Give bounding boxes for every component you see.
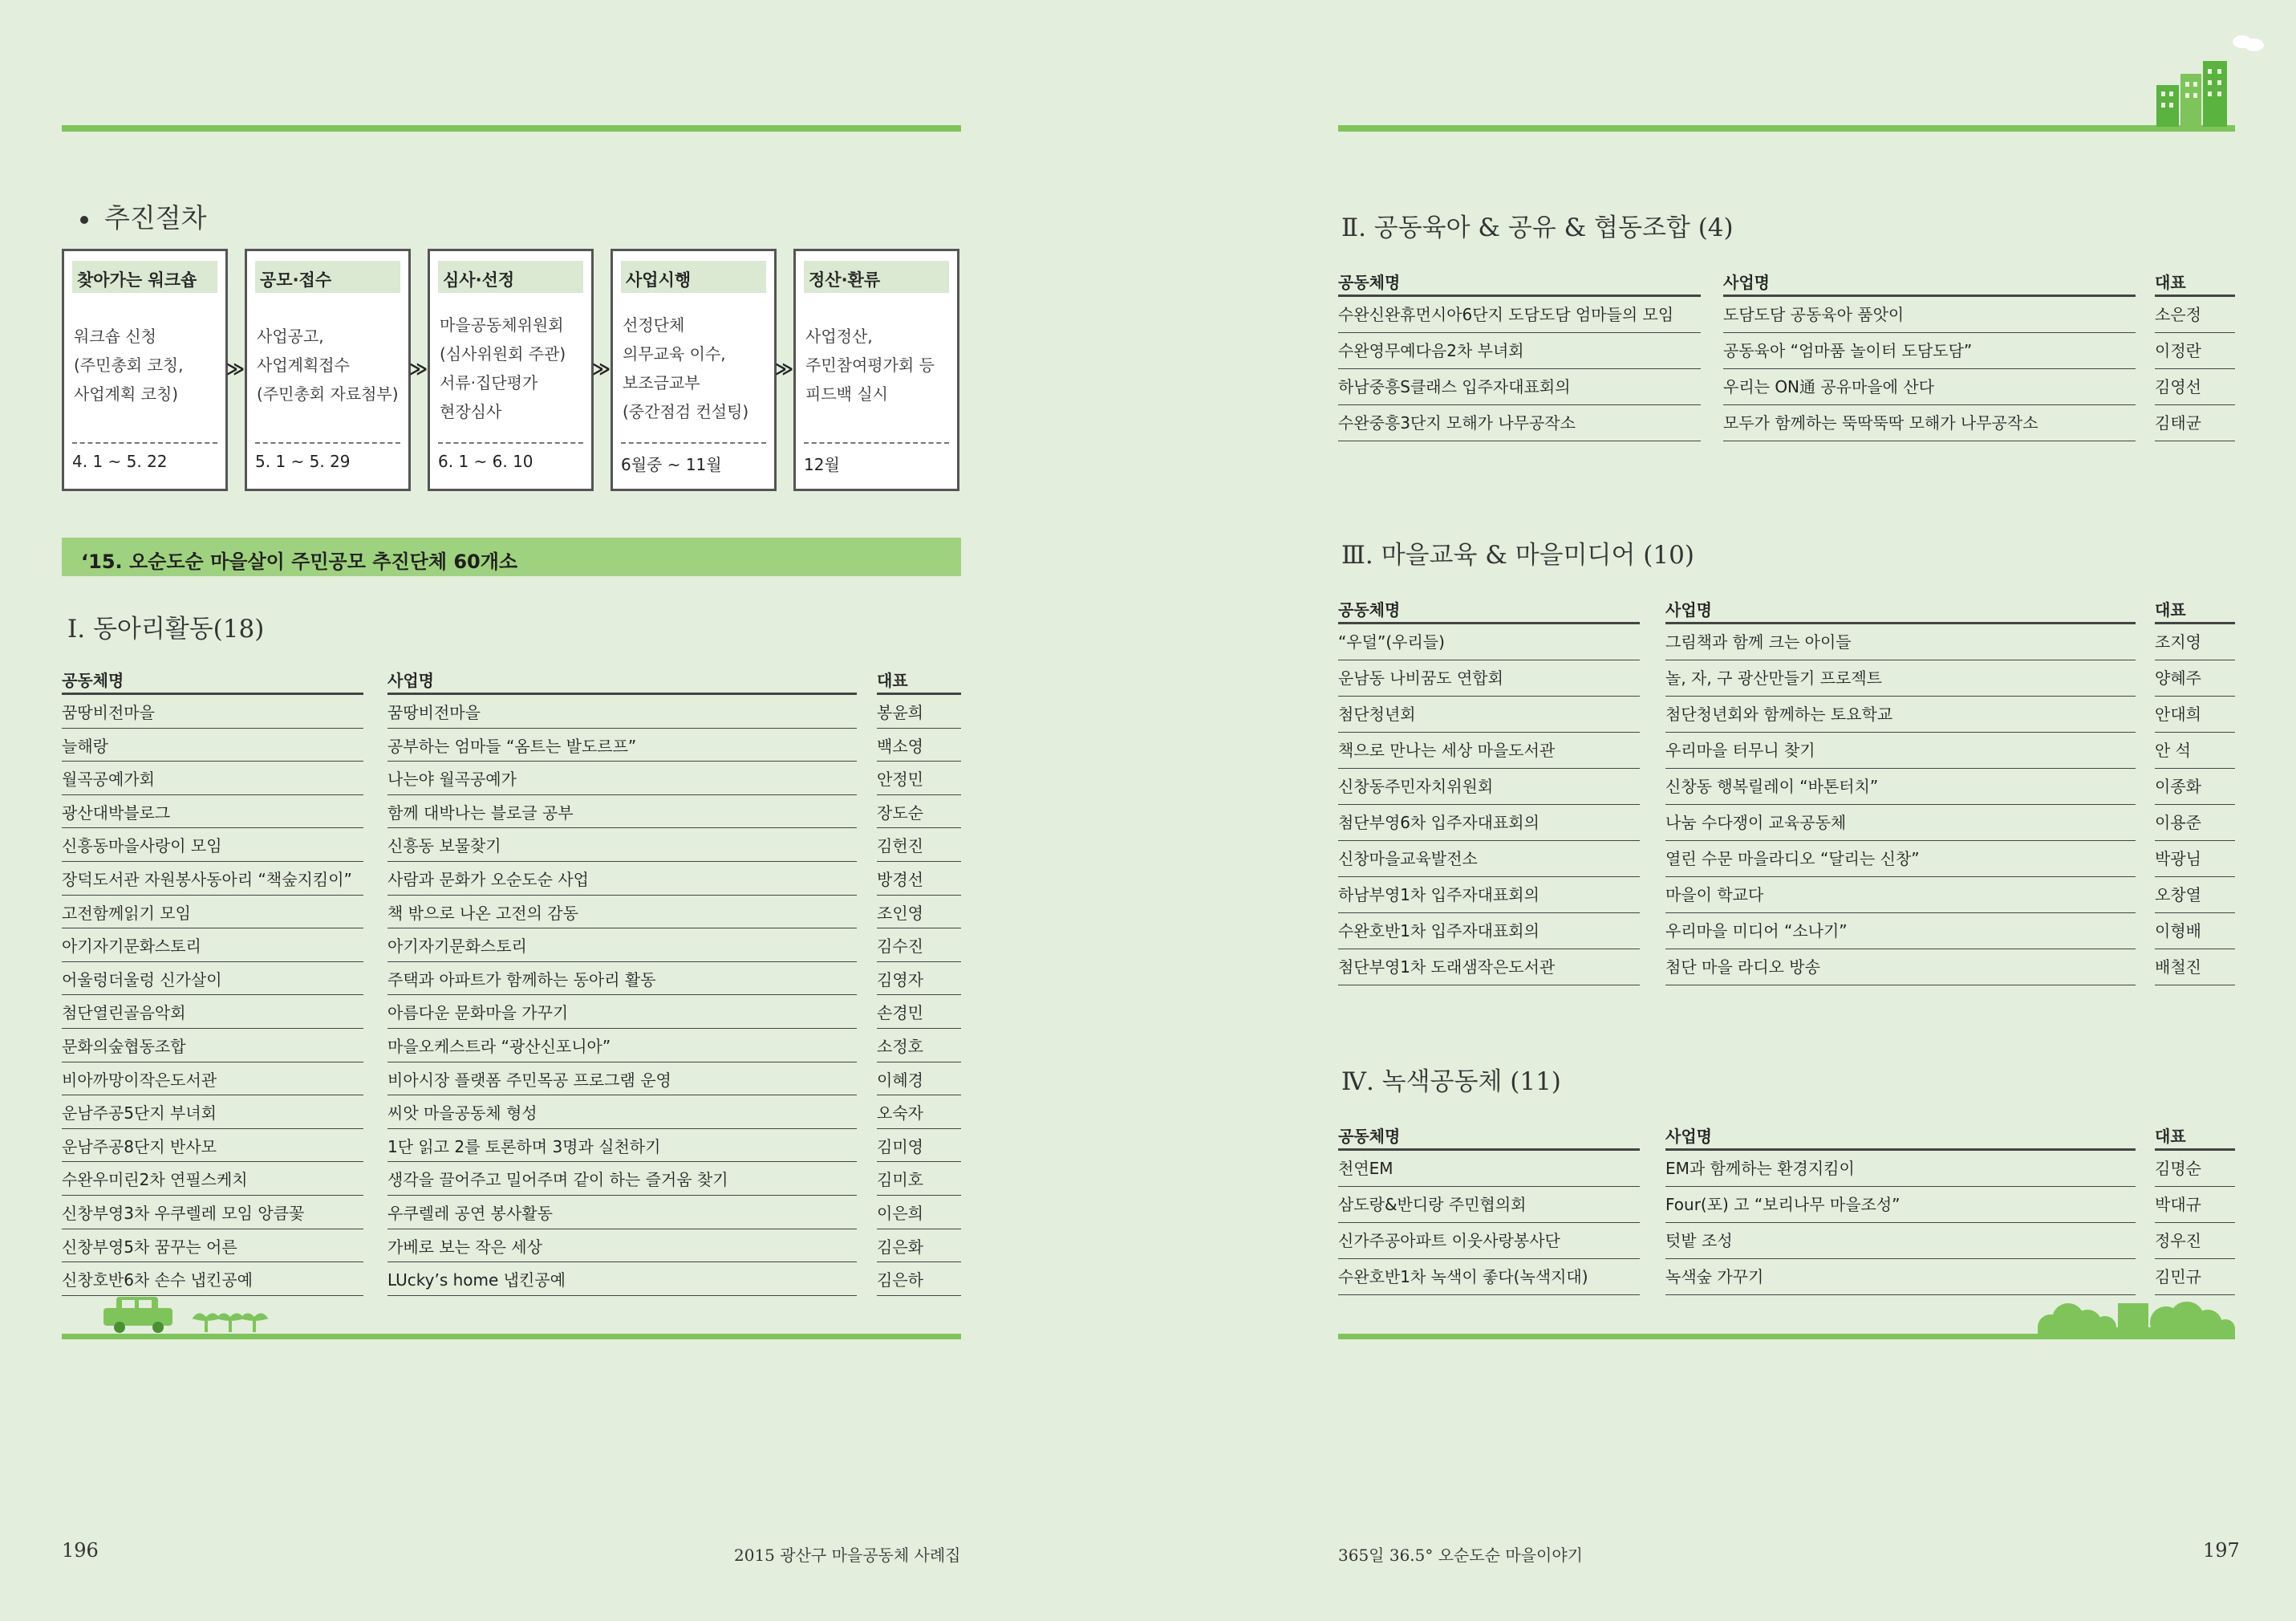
cell-representative: 안대희 bbox=[2155, 697, 2235, 733]
column-gap bbox=[363, 896, 387, 929]
cell-group-name: 하남중흥S클래스 입주자대표회의 bbox=[1338, 369, 1701, 405]
cell-group-name: 고전함께읽기 모임 bbox=[62, 896, 363, 929]
section-title-3: Ⅲ. 마을교육 & 마을미디어 (10) bbox=[1341, 541, 1694, 570]
table-row bbox=[62, 1129, 961, 1163]
table-body bbox=[62, 695, 961, 1296]
table-row bbox=[62, 762, 961, 795]
page-number-left: 196 bbox=[62, 1539, 99, 1562]
table-header-row bbox=[62, 666, 961, 695]
cell-group-name: 광산대박블로그 bbox=[62, 795, 363, 829]
cell-representative: 김영자 bbox=[877, 962, 961, 996]
cell-representative: 양혜주 bbox=[2155, 660, 2235, 697]
cell-project-name: 우쿠렐레 공연 봉사활동 bbox=[387, 1196, 857, 1229]
cell-group-name: 첨단청년회 bbox=[1338, 697, 1640, 733]
cell-group-name: 장덕도서관 자원봉사동아리 “책숲지킴이” bbox=[62, 862, 363, 896]
top-rule-right bbox=[1338, 125, 2235, 132]
cell-project-name: 1단 읽고 2를 토론하며 3명과 실천하기 bbox=[387, 1129, 857, 1163]
cell-representative: 안 석 bbox=[2155, 733, 2235, 769]
column-gap bbox=[857, 666, 877, 695]
cell-representative: 정우진 bbox=[2155, 1223, 2235, 1259]
cell-group-name: 삼도랑&반디랑 주민협의회 bbox=[1338, 1187, 1640, 1223]
table-header-row bbox=[1338, 268, 2235, 297]
column-gap bbox=[2136, 624, 2155, 660]
column-gap bbox=[857, 1029, 877, 1062]
column-gap bbox=[2136, 697, 2155, 733]
cell-group-name: 꿈땅비전마을 bbox=[62, 695, 363, 729]
table-row bbox=[1338, 1187, 2235, 1223]
cell-representative: 방경선 bbox=[877, 862, 961, 896]
column-gap bbox=[857, 828, 877, 862]
column-gap bbox=[2136, 268, 2155, 297]
column-gap bbox=[2136, 660, 2155, 697]
step-title: 찾아가는 워크숍 bbox=[72, 261, 217, 293]
cell-group-name: 첨단부영6차 입주자대표회의 bbox=[1338, 805, 1640, 841]
column-header-project-name: 사업명 bbox=[1665, 1122, 2136, 1151]
step-arrow: ≫ bbox=[409, 360, 428, 380]
top-rule-left bbox=[62, 125, 961, 132]
cell-representative: 김미영 bbox=[877, 1129, 961, 1163]
cell-representative: 김은화 bbox=[877, 1229, 961, 1263]
step-box bbox=[611, 249, 777, 491]
column-gap bbox=[857, 1262, 877, 1296]
procedure-steps bbox=[62, 249, 959, 491]
column-header-project-name: 사업명 bbox=[1665, 595, 2136, 624]
column-gap bbox=[857, 962, 877, 996]
cell-group-name: 수완영무예다음2차 부녀회 bbox=[1338, 333, 1701, 369]
column-gap bbox=[1640, 913, 1665, 949]
column-gap bbox=[363, 1262, 387, 1296]
column-gap bbox=[363, 828, 387, 862]
cell-group-name: 수완신완휴먼시아6단지 도담도담 엄마들의 모임 bbox=[1338, 297, 1701, 333]
column-gap bbox=[2136, 1187, 2155, 1223]
table-row bbox=[1338, 1223, 2235, 1259]
column-gap bbox=[2136, 1223, 2155, 1259]
cell-representative: 김민규 bbox=[2155, 1259, 2235, 1295]
cell-group-name: 운남동 나비꿈도 연합회 bbox=[1338, 660, 1640, 697]
table-body bbox=[1338, 1151, 2235, 1295]
column-gap bbox=[363, 1129, 387, 1163]
cell-group-name: 문화의숲협동조합 bbox=[62, 1029, 363, 1062]
cell-representative: 소은정 bbox=[2155, 297, 2235, 333]
table-row bbox=[62, 995, 961, 1029]
column-gap bbox=[363, 762, 387, 795]
column-gap bbox=[857, 729, 877, 762]
cell-project-name: 나는야 월곡공예가 bbox=[387, 762, 857, 795]
cell-representative: 이종화 bbox=[2155, 769, 2235, 805]
table-row bbox=[62, 795, 961, 829]
column-header-representative: 대표 bbox=[2155, 595, 2235, 624]
table-row bbox=[62, 1262, 961, 1296]
cell-project-name: 그림책과 함께 크는 아이들 bbox=[1665, 624, 2136, 660]
cell-project-name: 신창동 행복릴레이 “바톤터치” bbox=[1665, 769, 2136, 805]
car-illustration bbox=[100, 1292, 277, 1337]
table-row bbox=[62, 695, 961, 729]
cell-representative: 김영선 bbox=[2155, 369, 2235, 405]
column-gap bbox=[1640, 805, 1665, 841]
footer-left: 2015 광산구 마을공동체 사례집 bbox=[734, 1546, 961, 1565]
step-body: 워크숍 신청 (주민총회 코칭, 사업계획 코칭) bbox=[74, 327, 184, 404]
step-date: 6. 1 ~ 6. 10 bbox=[438, 442, 583, 479]
cell-project-name: 첨단 마을 라디오 방송 bbox=[1665, 949, 2136, 985]
cell-project-name: 꿈땅비전마을 bbox=[387, 695, 857, 729]
column-gap bbox=[363, 795, 387, 829]
cell-project-name: 나눔 수다쟁이 교육공동체 bbox=[1665, 805, 2136, 841]
cell-representative: 배철진 bbox=[2155, 949, 2235, 985]
table-row bbox=[62, 1095, 961, 1129]
cell-project-name: 마을이 학교다 bbox=[1665, 877, 2136, 913]
column-gap bbox=[2136, 949, 2155, 985]
column-gap bbox=[857, 896, 877, 929]
column-gap bbox=[857, 695, 877, 729]
table-row bbox=[1338, 949, 2235, 985]
column-gap bbox=[2136, 913, 2155, 949]
table-row bbox=[1338, 841, 2235, 877]
column-gap bbox=[1640, 1259, 1665, 1295]
cell-representative: 이형배 bbox=[2155, 913, 2235, 949]
table-row bbox=[62, 1196, 961, 1229]
column-header-representative: 대표 bbox=[2155, 1122, 2235, 1151]
step-box bbox=[245, 249, 411, 491]
cell-group-name: 신창호반6차 손수 냅킨공예 bbox=[62, 1262, 363, 1296]
cell-project-name: 함께 대박나는 블로글 공부 bbox=[387, 795, 857, 829]
table-header-row bbox=[1338, 595, 2235, 624]
cell-group-name: 천연EM bbox=[1338, 1151, 1640, 1187]
cell-project-name: 도담도담 공동육아 품앗이 bbox=[1723, 297, 2136, 333]
procedure-title: 추진절차 bbox=[80, 197, 207, 235]
cell-project-name: 우리는 ON通 공유마을에 산다 bbox=[1723, 369, 2136, 405]
footer-right: 365일 36.5° 오순도순 마을이야기 bbox=[1338, 1546, 1583, 1565]
bullet-dot bbox=[80, 216, 88, 224]
cell-project-name: 마을오케스트라 “광산신포니아” bbox=[387, 1029, 857, 1062]
cell-representative: 이정란 bbox=[2155, 333, 2235, 369]
column-gap bbox=[857, 762, 877, 795]
column-gap bbox=[2136, 877, 2155, 913]
cell-representative: 박광님 bbox=[2155, 841, 2235, 877]
table-row bbox=[62, 1062, 961, 1096]
cell-representative: 김미호 bbox=[877, 1162, 961, 1196]
table-row bbox=[1338, 333, 2235, 369]
step-arrow: ≫ bbox=[226, 360, 245, 380]
cell-group-name: 신창부영5차 꿈꾸는 어른 bbox=[62, 1229, 363, 1263]
childcare-table bbox=[1338, 268, 2235, 441]
cell-project-name: Four(포) 고 “보리나무 마을조성” bbox=[1665, 1187, 2136, 1223]
column-gap bbox=[857, 1129, 877, 1163]
cell-project-name: 주택과 아파트가 함께하는 동아리 활동 bbox=[387, 962, 857, 996]
cell-project-name: 신흥동 보물찾기 bbox=[387, 828, 857, 862]
cell-group-name: “우덜”(우리들) bbox=[1338, 624, 1640, 660]
cell-group-name: 비아까망이작은도서관 bbox=[62, 1062, 363, 1096]
step-box bbox=[793, 249, 959, 491]
step-arrow: ≫ bbox=[592, 360, 611, 380]
cell-representative: 박대규 bbox=[2155, 1187, 2235, 1223]
cell-group-name: 첨단열린골음악회 bbox=[62, 995, 363, 1029]
column-gap bbox=[363, 1062, 387, 1096]
column-gap bbox=[857, 1095, 877, 1129]
cell-representative: 김헌진 bbox=[877, 828, 961, 862]
cell-project-name: LUcky’s home 냅킨공예 bbox=[387, 1262, 857, 1296]
cell-representative: 조인영 bbox=[877, 896, 961, 929]
column-header-project-name: 사업명 bbox=[1723, 268, 2136, 297]
column-gap bbox=[1640, 595, 1665, 624]
step-box bbox=[428, 249, 594, 491]
cell-project-name: 녹색숲 가꾸기 bbox=[1665, 1259, 2136, 1295]
column-gap bbox=[857, 995, 877, 1029]
cell-project-name: 씨앗 마을공동체 형성 bbox=[387, 1095, 857, 1129]
column-gap bbox=[2136, 769, 2155, 805]
cell-project-name: 우리마을 미디어 “소나기” bbox=[1665, 913, 2136, 949]
section-title-4: Ⅳ. 녹색공동체 (11) bbox=[1341, 1067, 1561, 1096]
column-gap bbox=[857, 928, 877, 962]
cell-project-name: 열린 수문 마을라디오 “달리는 신창” bbox=[1665, 841, 2136, 877]
column-gap bbox=[363, 1229, 387, 1263]
column-gap bbox=[363, 962, 387, 996]
step-body: 선정단체 의무교육 이수, 보조금교부 (중간점검 컨설팅) bbox=[623, 315, 749, 421]
table-body bbox=[1338, 297, 2235, 441]
cell-project-name: 우리마을 터무니 찾기 bbox=[1665, 733, 2136, 769]
step-arrow: ≫ bbox=[775, 360, 794, 380]
cell-representative: 장도순 bbox=[877, 795, 961, 829]
column-gap bbox=[1640, 769, 1665, 805]
page-number-right: 197 bbox=[2203, 1539, 2240, 1562]
step-body: 사업정산, 주민참여평가회 등 피드백 실시 bbox=[805, 327, 935, 404]
cell-group-name: 신창부영3차 우쿠렐레 모임 앙큼꽃 bbox=[62, 1196, 363, 1229]
cell-group-name: 운남주공8단지 반사모 bbox=[62, 1129, 363, 1163]
cell-project-name: 아기자기문화스토리 bbox=[387, 928, 857, 962]
column-gap bbox=[1640, 1223, 1665, 1259]
table-row bbox=[62, 962, 961, 996]
table-row bbox=[62, 896, 961, 929]
cell-representative: 김수진 bbox=[877, 928, 961, 962]
cell-representative: 이은희 bbox=[877, 1196, 961, 1229]
column-gap bbox=[1640, 697, 1665, 733]
column-gap bbox=[1640, 733, 1665, 769]
column-gap bbox=[1640, 841, 1665, 877]
column-gap bbox=[1701, 268, 1723, 297]
table-row bbox=[1338, 877, 2235, 913]
column-gap bbox=[2136, 333, 2155, 369]
table-row bbox=[1338, 624, 2235, 660]
table-row bbox=[62, 1029, 961, 1062]
cell-representative: 손경민 bbox=[877, 995, 961, 1029]
cell-group-name: 수완호반1차 녹색이 좋다(녹색지대) bbox=[1338, 1259, 1640, 1295]
column-gap bbox=[1701, 297, 1723, 333]
step-date: 4. 1 ~ 5. 22 bbox=[72, 442, 217, 479]
section-title-1: Ⅰ. 동아리활동(18) bbox=[67, 615, 265, 644]
column-gap bbox=[857, 795, 877, 829]
section-banner: ‘15. 오순도순 마을살이 주민공모 추진단체 60개소 bbox=[62, 538, 961, 576]
cell-group-name: 운남주공5단지 부녀회 bbox=[62, 1095, 363, 1129]
cell-project-name: 첨단청년회와 함께하는 토요학교 bbox=[1665, 697, 2136, 733]
column-gap bbox=[2136, 1151, 2155, 1187]
column-gap bbox=[857, 862, 877, 896]
cell-group-name: 수완우미린2차 연필스케치 bbox=[62, 1162, 363, 1196]
cell-group-name: 첨단부영1차 도래샘작은도서관 bbox=[1338, 949, 1640, 985]
step-body: 마을공동체위원회 (심사위원회 주관) 서류·집단평가 현장심사 bbox=[440, 315, 566, 421]
club-activities-table bbox=[62, 666, 961, 1296]
cell-representative: 이용준 bbox=[2155, 805, 2235, 841]
column-gap bbox=[363, 928, 387, 962]
column-gap bbox=[2136, 733, 2155, 769]
column-gap bbox=[2136, 1122, 2155, 1151]
cell-project-name: 놀, 자, 구 광산만들기 프로젝트 bbox=[1665, 660, 2136, 697]
table-row bbox=[62, 828, 961, 862]
cell-group-name: 책으로 만나는 세상 마을도서관 bbox=[1338, 733, 1640, 769]
column-header-representative: 대표 bbox=[2155, 268, 2235, 297]
cell-group-name: 월곡공예가회 bbox=[62, 762, 363, 795]
step-title: 심사·선정 bbox=[438, 261, 583, 293]
step-body: 사업공고, 사업계획접수 (주민총회 자료첨부) bbox=[257, 327, 399, 404]
cell-project-name: 비아시장 플랫폼 주민목공 프로그램 운영 bbox=[387, 1062, 857, 1096]
education-media-table bbox=[1338, 595, 2235, 985]
column-gap bbox=[857, 1062, 877, 1096]
cell-group-name: 신창동주민자치위원회 bbox=[1338, 769, 1640, 805]
column-gap bbox=[363, 1196, 387, 1229]
cell-representative: 조지영 bbox=[2155, 624, 2235, 660]
cell-project-name: EM과 함께하는 환경지킴이 bbox=[1665, 1151, 2136, 1187]
cell-group-name: 신창마을교육발전소 bbox=[1338, 841, 1640, 877]
cell-project-name: 모두가 함께하는 뚝딱뚝딱 모해가 나무공작소 bbox=[1723, 405, 2136, 441]
table-row bbox=[1338, 733, 2235, 769]
column-gap bbox=[2136, 841, 2155, 877]
column-header-representative: 대표 bbox=[877, 666, 961, 695]
column-header-project-name: 사업명 bbox=[387, 666, 857, 695]
column-gap bbox=[857, 1229, 877, 1263]
table-row bbox=[1338, 805, 2235, 841]
table-row bbox=[62, 928, 961, 962]
column-gap bbox=[857, 1196, 877, 1229]
cell-group-name: 늘해랑 bbox=[62, 729, 363, 762]
cell-project-name: 텃밭 조성 bbox=[1665, 1223, 2136, 1259]
cell-representative: 오창열 bbox=[2155, 877, 2235, 913]
column-gap bbox=[363, 862, 387, 896]
table-row bbox=[1338, 697, 2235, 733]
step-date: 6월중 ~ 11월 bbox=[621, 442, 766, 479]
table-row bbox=[62, 862, 961, 896]
cell-representative: 백소영 bbox=[877, 729, 961, 762]
cell-group-name: 수완중흥3단지 모해가 나무공작소 bbox=[1338, 405, 1701, 441]
column-gap bbox=[1640, 877, 1665, 913]
column-gap bbox=[363, 729, 387, 762]
cell-group-name: 아기자기문화스토리 bbox=[62, 928, 363, 962]
column-header-group-name: 공동체명 bbox=[1338, 595, 1640, 624]
table-row bbox=[1338, 369, 2235, 405]
cell-project-name: 공동육아 “엄마품 놀이터 도담도담” bbox=[1723, 333, 2136, 369]
cell-group-name: 하남부영1차 입주자대표회의 bbox=[1338, 877, 1640, 913]
table-row bbox=[1338, 1151, 2235, 1187]
table-row bbox=[1338, 660, 2235, 697]
cell-representative: 김명순 bbox=[2155, 1151, 2235, 1187]
cell-group-name: 수완호반1차 입주자대표회의 bbox=[1338, 913, 1640, 949]
column-header-group-name: 공동체명 bbox=[1338, 1122, 1640, 1151]
column-gap bbox=[1640, 949, 1665, 985]
cell-group-name: 신흥동마을사랑이 모임 bbox=[62, 828, 363, 862]
step-title: 공모·접수 bbox=[255, 261, 400, 293]
column-gap bbox=[857, 1162, 877, 1196]
column-gap bbox=[1640, 624, 1665, 660]
step-date: 12월 bbox=[804, 442, 949, 479]
step-title: 정산·환류 bbox=[804, 261, 949, 293]
cell-project-name: 사람과 문화가 오순도순 사업 bbox=[387, 862, 857, 896]
table-row bbox=[62, 1229, 961, 1263]
green-community-table bbox=[1338, 1122, 2235, 1295]
table-row bbox=[1338, 405, 2235, 441]
table-row bbox=[62, 1162, 961, 1196]
bushes-illustration bbox=[2030, 1287, 2238, 1339]
column-gap bbox=[1701, 369, 1723, 405]
table-row bbox=[1338, 769, 2235, 805]
bottom-rule-left bbox=[62, 1334, 961, 1339]
column-gap bbox=[1640, 1187, 1665, 1223]
buildings-illustration bbox=[2150, 32, 2278, 130]
bottom-rule-right bbox=[1338, 1334, 2235, 1339]
table-body bbox=[1338, 624, 2235, 985]
table-row bbox=[1338, 913, 2235, 949]
column-gap bbox=[2136, 369, 2155, 405]
column-gap bbox=[363, 1162, 387, 1196]
table-row bbox=[62, 729, 961, 762]
column-gap bbox=[2136, 595, 2155, 624]
cell-representative: 소정호 bbox=[877, 1029, 961, 1062]
column-gap bbox=[2136, 297, 2155, 333]
cell-group-name: 신가주공아파트 이웃사랑봉사단 bbox=[1338, 1223, 1640, 1259]
table-row bbox=[1338, 297, 2235, 333]
column-gap bbox=[363, 1029, 387, 1062]
table-header-row bbox=[1338, 1122, 2235, 1151]
column-gap bbox=[363, 1095, 387, 1129]
step-box bbox=[62, 249, 228, 491]
column-gap bbox=[1640, 1151, 1665, 1187]
column-header-group-name: 공동체명 bbox=[1338, 268, 1701, 297]
column-gap bbox=[2136, 405, 2155, 441]
step-title: 사업시행 bbox=[621, 261, 766, 293]
cell-project-name: 공부하는 엄마들 “옴트는 발도르프” bbox=[387, 729, 857, 762]
cell-representative: 봉윤희 bbox=[877, 695, 961, 729]
cell-representative: 이혜경 bbox=[877, 1062, 961, 1096]
cell-group-name: 어울렁더울렁 신가살이 bbox=[62, 962, 363, 996]
column-gap bbox=[363, 695, 387, 729]
cell-project-name: 가베로 보는 작은 세상 bbox=[387, 1229, 857, 1263]
column-gap bbox=[1640, 1122, 1665, 1151]
cell-representative: 오숙자 bbox=[877, 1095, 961, 1129]
column-gap bbox=[363, 666, 387, 695]
column-gap bbox=[1701, 405, 1723, 441]
section-title-2: Ⅱ. 공동육아 & 공유 & 협동조합 (4) bbox=[1341, 213, 1734, 242]
column-gap bbox=[2136, 805, 2155, 841]
column-gap bbox=[1640, 660, 1665, 697]
cell-project-name: 아름다운 문화마을 가꾸기 bbox=[387, 995, 857, 1029]
cell-representative: 안정민 bbox=[877, 762, 961, 795]
cell-representative: 김태균 bbox=[2155, 405, 2235, 441]
cell-project-name: 생각을 끌어주고 밀어주며 같이 하는 즐거움 찾기 bbox=[387, 1162, 857, 1196]
step-date: 5. 1 ~ 5. 29 bbox=[255, 442, 400, 479]
cell-project-name: 책 밖으로 나온 고전의 감동 bbox=[387, 896, 857, 929]
column-header-group-name: 공동체명 bbox=[62, 666, 363, 695]
column-gap bbox=[1701, 333, 1723, 369]
column-gap bbox=[363, 995, 387, 1029]
cell-representative: 김은하 bbox=[877, 1262, 961, 1296]
